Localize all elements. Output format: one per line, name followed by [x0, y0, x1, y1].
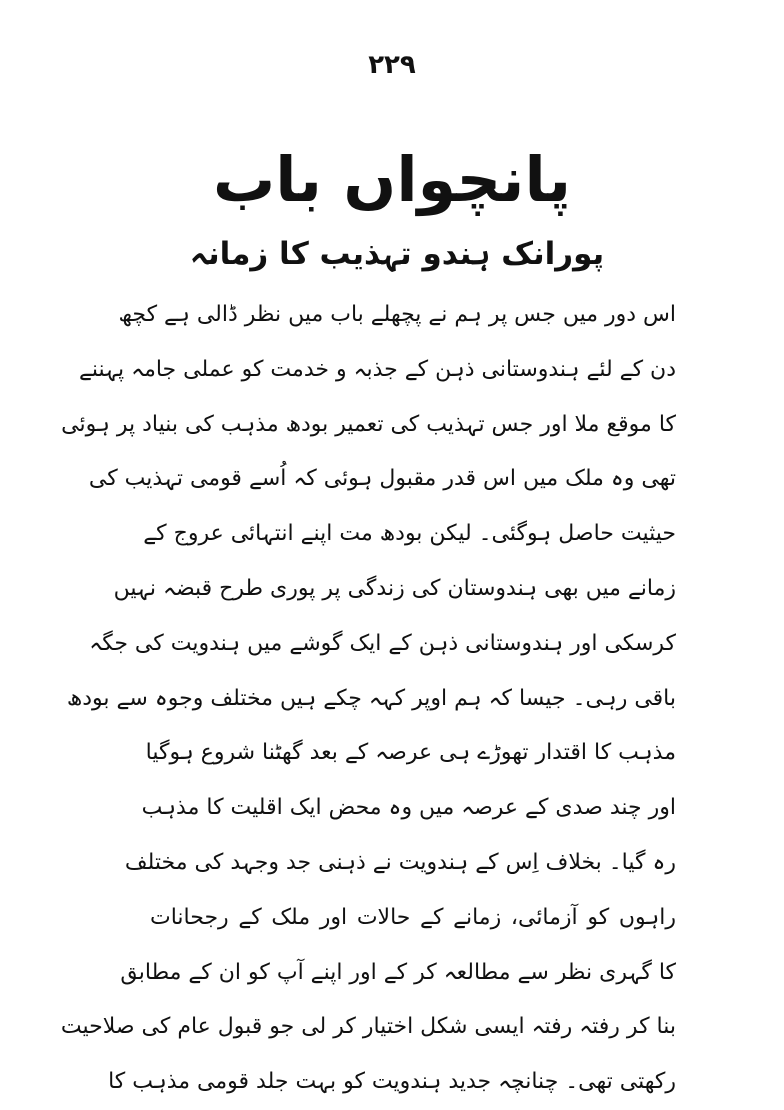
text-line: اور چند صدی کے عرصہ میں وہ محض ایک اقلیت کا مذہب [141, 795, 676, 821]
section-title: پورانک ہندو تہذیب کا زمانہ [189, 236, 605, 272]
chapter-title: پانچواں باب [212, 143, 571, 216]
page-number: ۲۲۹ [368, 50, 416, 80]
body-text [60, 288, 676, 1110]
text-line: باقی رہی۔ جیسا کہ ہم اوپر کہہ چکے ہیں مختلف وجوہ سے بودھ [66, 685, 676, 711]
text-line: تھی وہ ملک میں اس قدر مقبول ہوئی کہ اُسے قومی تہذیب کی [88, 466, 676, 492]
text-line: حیثیت حاصل ہوگئی۔ لیکن بودھ مت اپنے انتہائی عروج کے [143, 521, 676, 547]
text-line: کرسکی اور ہندوستانی ذہن کے ایک گوشے میں ہندویت کی جگہ [89, 630, 676, 656]
text-line: اس دور میں جس پر ہم نے پچھلے باب میں نظر ڈالی ہے کچھ [118, 302, 676, 327]
text-line: راہوں کو آزمائی، زمانے کے حالات اور ملک کے رجحانات [150, 904, 676, 930]
text-line: مذہب کا اقتدار تھوڑے ہی عرصہ کے بعد گھٹنا شروع ہوگیا [145, 740, 676, 766]
text-line: رکھتی تھی۔ چنانچہ جدید ہندویت کو بہت جلد قومی مذہب کا [108, 1069, 676, 1095]
text-line: زمانے میں بھی ہندوستان کی زندگی پر پوری طرح قبضہ نہیں [113, 575, 676, 601]
text-line: دن کے لئے ہندوستانی ذہن کے جذبہ و خدمت کو عملی جامہ پہننے [79, 356, 676, 382]
text-line: کا گہری نظر سے مطالعہ کر کے اور اپنے آپ کو ان کے مطابق [120, 959, 676, 985]
text-line: رہ گیا۔ بخلاف اِس کے ہندویت نے ذہنی جد وجہد کی مختلف [124, 849, 676, 875]
text-line: بنا کر رفتہ رفتہ ایسی شکل اختیار کر لی جو قبول عام کی صلاحیت [60, 1014, 676, 1040]
text-line: کا موقع ملا اور جس تہذیب کی تعمیر بودھ مذہب کی بنیاد پر ہوئی [61, 411, 676, 437]
